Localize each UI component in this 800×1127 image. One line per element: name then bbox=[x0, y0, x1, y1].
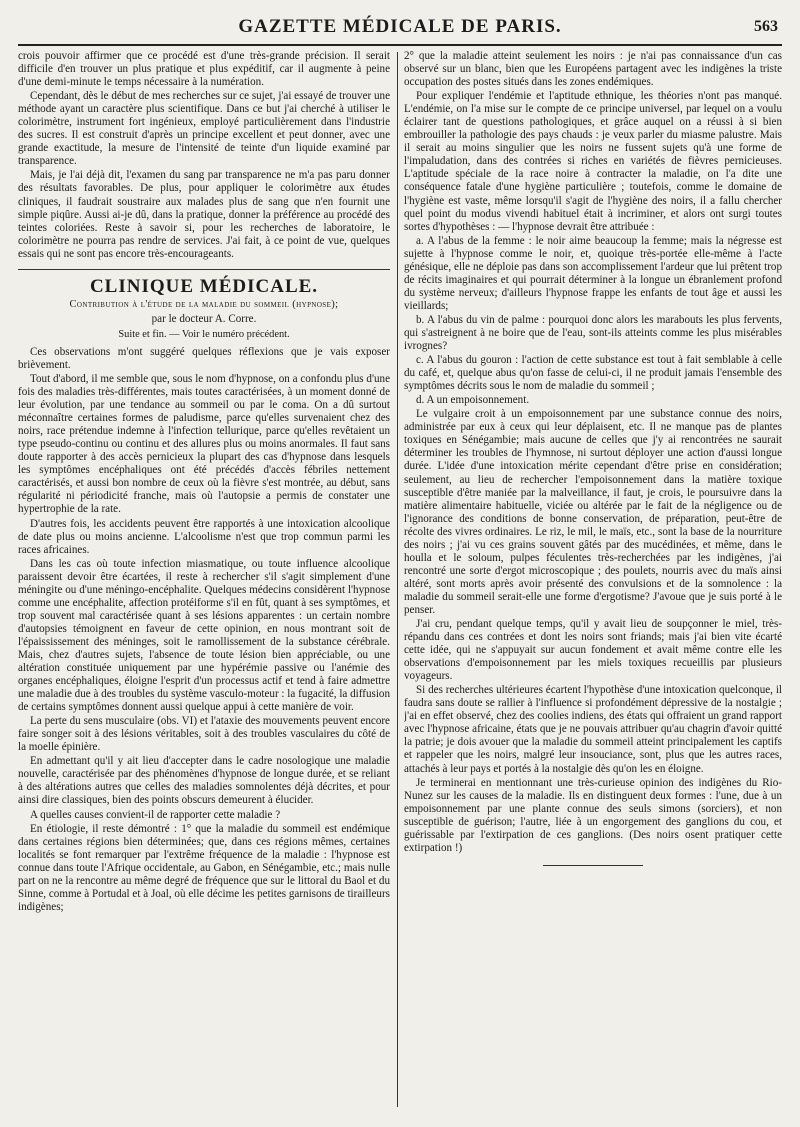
article-title: Contribution à l'étude de la maladie du sommeil (hypnose); bbox=[69, 298, 339, 310]
paragraph: Tout d'abord, il me semble que, sous le nom d'hypnose, on a confondu plus d'une fois des maladies très-différentes, mais toutes caractérisées, à un moment donné de leur évolution, par une tendance au sommeil ou par le coma. On a dû surtout méconnaître certaines formes de paludisme, parce qu'elles survenaient chez des noirs, race prétendue indemne à l'infection tellurique, parce qu'elles revêtaient un type pseudo-continu ou continu et des allures plus ou moins anormales. Il faut sans doute rapporter à des accès pernicieux la plupart des cas d'hypnose dans lesquels les symptômes encéphaliques ont été précédés d'accès fébriles nettement caractérisés, et aussi bon nombre de ceux où la fièvre s'est montrée, au début, sans régularité ni périodicité franche, mais où l'autopsie a permis de constater une hypertrophie de la rate. bbox=[18, 372, 390, 516]
paragraph: Mais, je l'ai déjà dit, l'examen du sang par transparence ne m'a pas paru donner des résultats favorables. De plus, pour appliquer le colorimètre aux études cliniques, il faudrait soustraire aux malades plus de sang que n'en fournit une simple piqûre. Aussi ai-je dû, dans la pratique, donner la préférence au procédé des teintes coloriées. Reste à savoir si, pour les recherches de laboratoire, le colorimètre ne pourra pas rendre de services. J'ai fait, à ce point de vue, quelques essais qui ne sont pas encore très-encourageants. bbox=[18, 169, 390, 260]
paragraph: Cependant, dès le début de mes recherches sur ce sujet, j'ai essayé de trouver une méthode ayant un caractère plus scientifique. Dans ce but j'ai cherché à utiliser le colorimètre, instrument fort ingénieux, employé particulièrement dans l'industrie des sucres. Il est construit d'après un principe excellent et peut donner, avec une grande exactitude, la mesure de l'intensité de teinte d'un liquide examiné par transparence. bbox=[18, 90, 390, 168]
page-number: 563 bbox=[754, 18, 778, 35]
paragraph: c. A l'abus du gouron : l'action de cette substance est tout à fait semblable à celle du café, et, quelque abus qu'on fasse de celui-ci, il ne produit jamais l'ensemble des symptômes décrits sous le nom de maladie du sommeil ; bbox=[404, 354, 782, 393]
paragraph: d. A un empoisonnement. bbox=[416, 394, 530, 407]
paragraph: b. A l'abus du vin de palme : pourquoi donc alors les marabouts les plus fervents, qui s'astreignent à ne boire que de l'eau, sont-ils atteints comme les plus misérables ivrognes? bbox=[404, 313, 782, 353]
paragraph: a. A l'abus de la femme : le noir aime beaucoup la femme; mais la négresse est sujette à l'hypnose comme le noir, et, quoique très-portée elle-même à l'acte génésique, elle ne déploie pas dans son accomplissement l'ardeur que lui prêtent trop de récits imaginaires et qui pourrait déterminer à la longue un ébranlement profond du système nerveux; d'ailleurs l'hypnose frappe les enfants de tout âge et aussi les vieillards; bbox=[404, 234, 782, 312]
paragraph: Si des recherches ultérieures écartent l'hypothèse d'une intoxication quelconque, il faudra sans doute se rallier à l'influence si profondément dépressive de la nostalgie ; j'ai en effet observé, chez des coolies indiens, des états qui offraient un grand rapport avec l'hypnose africaine, états que je ne pouvais attribuer qu'au chagrin d'avoir quitté la patrie; je dois avouer que la maladie du sommeil atteint principalement les captifs et rappeler que les noirs, malgré leur insouciance, sont, plus que les autres races, attachés à leur pays et portés à la nostalgie dès qu'on les en éloigne. bbox=[404, 684, 782, 775]
paragraph: En étiologie, il reste démontré : 1° que la maladie du sommeil est endémique dans certaines régions bien déterminées; que, dans ces régions mêmes, certaines localités se font remarquer par l'extrême fréquence de la maladie : l'hypnose est connue dans toute l'Afrique occidentale, au Gabon, en Sénégambie, etc.; mais nulle part on ne la rencontre au même degré de fréquence que sur le littoral du Baol et du Sinne, comme à Portudal et à Joal, où elle décime les petites garnisons de tirailleurs indigènes; bbox=[18, 822, 390, 913]
section-title: CLINIQUE MÉDICALE. bbox=[18, 269, 390, 293]
paragraph: La perte du sens musculaire (obs. VI) et l'ataxie des mouvements peuvent encore faire songer soit à des lésions véritables, soit à des troubles vasculaires du côté de la moelle épinière. bbox=[18, 715, 390, 754]
page-header bbox=[18, 14, 782, 46]
paragraph: 2° que la maladie atteint seulement les noirs : je n'ai pas connaissance d'un cas observé sur un blanc, bien que les Européens partagent avec les indigènes la triste occupation des postes situés dans les zones endémiques. bbox=[404, 50, 782, 89]
paragraph: Dans les cas où toute infection miasmatique, ou toute influence alcoolique paraissent devoir être écartées, il reste à rechercher s'il s'agit simplement d'une méningite ou d'une méningo-encéphalite. Quelques médecins considèrent l'hypnose comme une encéphalite, affection protéiforme s'il en fût, quant à ses symptômes, et trop souvent mal caractérisée quant à ses lésions apparentes : un certain nombre d'autopsies témoignent en faveur de cette opinion, en nous montrant soit de l'épaississement des méninges, soit le ramollissement de la substance cérébrale. Mais, chez d'autres sujets, l'absence de toute lésion bien appréciable, ou une altération constituée uniquement par une hypérémie passive ou l'anémie des organes encéphaliques, éloigne l'esprit d'un processus actif et tend à faire admettre une maladie due à des troubles du système vasculo-moteur : la fugacité, la diffusion de certains symptômes donnent aussi quelque appui à cette manière de voir. bbox=[18, 557, 390, 714]
right-column bbox=[404, 50, 782, 1100]
continuation-note: Suite et fin. — Voir le numéro précédent. bbox=[118, 328, 290, 340]
left-column bbox=[18, 50, 390, 1100]
journal-title: GAZETTE MÉDICALE DE PARIS. bbox=[238, 16, 562, 37]
article-byline: par le docteur A. Corre. bbox=[151, 312, 257, 325]
paragraph: D'autres fois, les accidents peuvent être rapportés à une intoxication alcoolique de date plus ou moins ancienne. L'alcoolisme n'est que trop commun parmi les races africaines. bbox=[18, 517, 390, 556]
paragraph: Le vulgaire croit à un empoisonnement par une substance connue des noirs, administrée par eux à ceux qui leur déplaisent, etc. Il ne manque pas de plantes toxiques en Sénégambie; mais aucune de celles que j'y ai rencontrées ne saurait déterminer les troubles de l'hymnose, ni surtout déployer une action d'aussi longue durée. L'idée d'une intoxication mérite cependant d'être prise en considération; seulement, au lieu de rechercher l'empoisonnement dans la matière toxique susceptible d'être maniée par la malveillance, il faut, je crois, le poursuivre dans la matière alimentaire habituelle, viciée ou altérée par le fait de la négligence ou de l'ignorance des conditions de bonne conservation, de préparation, peut-être de récolte des vivres ordinaires. Le riz, le mil, le maïs, etc., sont la base de la nourriture des noirs ; j'ai vu ces grains souvent gâtés par des mucédinées, et même, dans le houlla et le soloum, pulpes féculentes très-recherchées par les indigènes, j'ai rencontré une sorte d'ergot microscopique ; des poulets, nourris avec du maïs ainsi altéré, sont morts après avoir présenté des convulsions et de la somnolence : la maladie du sommeil serait-elle une forme d'ergotisme? J'avoue que je suis porté à le penser. bbox=[404, 408, 782, 616]
column-divider bbox=[397, 52, 398, 1107]
paragraph: Ces observations m'ont suggéré quelques réflexions que je vais exposer brièvement. bbox=[18, 345, 390, 371]
paragraph: En admettant qu'il y ait lieu d'accepter dans le cadre nosologique une maladie nouvelle, caractérisée par des phénomènes d'hypnose de longue durée, et se reliant à des altérations autres que celles des maladies somnolentes déjà décrites, et pour ainsi dire classiques, bien des points obscurs demeurent à élucider. bbox=[18, 755, 390, 807]
paragraph: Pour expliquer l'endémie et l'aptitude ethnique, les théories n'ont pas manqué. L'endémie, on l'a mise sur le compte de ce principe universel, par lequel on a voulu éclairer tant de questions pathologiques, et grâce auquel on a réussi à si bien embrouiller la pathologie des pays chauds : je veux parler du miasme palustre. Mais il serait au moins singulier que les noirs ne fussent sujets qu'à une forme de l'impaludation, dans des contrées si riches en variétés de fièvres pernicieuses. L'aptitude spéciale de la race noire à contracter la maladie, on l'a dite une conséquence fatale d'une hygiène particulière ; toutefois, comme le domaine de l'hygiène est vaste, même lorsqu'il s'agit de l'hygiène des noirs, il a fallu chercher quel point du modus vivendi habituel était à incriminer, et alors ont surgi toutes sortes d'hypothèses : — l'hypnose devrait être attribuée : bbox=[404, 90, 782, 233]
paragraph: crois pouvoir affirmer que ce procédé est d'une très-grande précision. Il serait difficile d'en trouver un plus pratique et plus expéditif, car il augmente à peine d'une demi-minute le temps nécessaire à la numération. bbox=[18, 50, 390, 89]
paragraph: J'ai cru, pendant quelque temps, qu'il y avait lieu de soupçonner le miel, très-répandu dans ces contrées et dont les noirs sont friands; mais j'ai bien vite écarté cette idée, qui ne s'appuyait sur aucun fondement et avait même contre elle les observations d'empoisonnement par les miels toxiques recueillis par plusieurs voyageurs. bbox=[404, 618, 782, 683]
article-end-rule bbox=[543, 865, 643, 866]
paragraph: A quelles causes convient-il de rapporter cette maladie ? bbox=[30, 808, 281, 821]
paragraph: Je terminerai en mentionnant une très-curieuse opinion des indigènes du Rio-Nunez sur les causes de la maladie. Ils en distinguent deux formes : l'une, due à un empoisonnement par une plante connue des seuls simons (sorciers), et non susceptible de guérison; l'autre, liée à un engorgement des ganglions du cou, et guérissable par l'extirpation de ces ganglions. (Des noirs osent pratiquer cette extirpation !) bbox=[404, 776, 782, 854]
